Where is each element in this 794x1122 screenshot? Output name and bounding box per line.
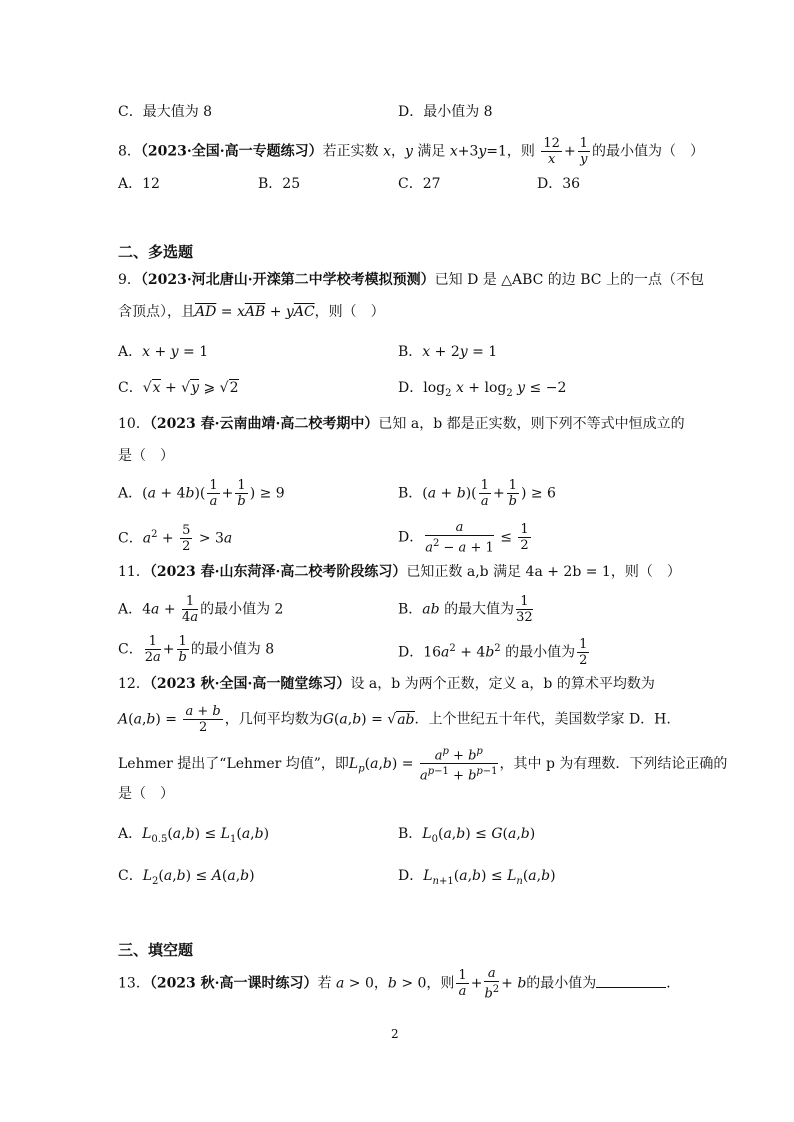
q12-option-a: A．$L_{0.5}(a,b) \le L_1(a,b)$ (118, 826, 270, 845)
q12-option-d: D．$L_{n+1}(a,b) \le L_n(a,b)$ (398, 868, 556, 887)
q7-option-d: D．最小值为 8 (398, 104, 493, 120)
q9-option-c: C．√x + √y ⩾ √2 (118, 380, 239, 396)
page-number: 2 (391, 1027, 399, 1041)
q8-stem: 8．（2023·全国·高一专题练习）若正实数 x，y 满足 x+3y=1，则 $\frac{12}{x}$ + $\frac{1}{y}$ 的最小值为（ ） (118, 136, 704, 167)
q8-option-c: C．27 (398, 176, 441, 192)
q11-option-c: C． $\frac{1}{2a}$ + $\frac{1}{b}$ 的最小值为 8 (118, 634, 275, 665)
q10-option-d: D． $\frac{a}{a^2 - a + 1}$ ≤ $\frac{1}{2}$ (398, 520, 529, 556)
q12-option-c: C．$L_2(a,b) \le A(a,b)$ (118, 868, 255, 887)
q12-stem-line4: 是（ ） (118, 786, 174, 802)
q8-option-a: A．12 (118, 176, 160, 192)
q9-option-d: D．$\log_2 x + \log_2 y \le -2$ (398, 380, 567, 399)
q7-option-c: C．最大值为 8 (118, 104, 213, 120)
q10-option-b: B．(a + b)( $\frac{1}{a}$ + $\frac{1}{b}$ ) ≥ 6 (398, 478, 556, 509)
section-fill-in-blank: 三、填空题 (118, 941, 194, 959)
q12-option-b: B．$L_0(a,b) \le G(a,b)$ (398, 826, 536, 845)
q11-option-d: D．$16a^2 + 4b^2$ 的最小值为 $\frac{1}{2}$ (398, 637, 588, 669)
q10-stem-line2: 是（ ） (118, 448, 174, 464)
q10-stem-line1: 10．（2023 春·云南曲靖·高二校考期中）已知 a，b 都是正实数，则下列不等式中恒成立的 (118, 416, 685, 432)
q9-option-b: B．x + 2y = 1 (398, 344, 498, 360)
q13-answer-blank[interactable] (596, 973, 666, 988)
q12-stem-line3: Lehmer 提出了“Lehmer 均值”，即$L_p(a,b)$ = $\frac{a^p + b^p}{a^{p-1} + b^{p-1}}$ ，其中 p 为有理数．下列结论正确的 (118, 746, 728, 784)
section-multiple-choice: 二、多选题 (118, 243, 194, 261)
q10-option-c: C．$a^2$ + $\frac{5}{2}$ > 3a (118, 523, 233, 555)
q11-stem: 11．（2023 春·山东菏泽·高二校考阶段练习）已知正数 a,b 满足 4a + 2b = 1，则（ ） (118, 564, 681, 580)
q12-stem-line1: 12．（2023 秋·全国·高一随堂练习）设 a，b 为两个正数，定义 a，b 的算术平均数为 (118, 676, 655, 692)
q13-stem: 13．（2023 秋·高一课时练习）若 a > 0，b > 0，则 $\frac{1}{a}$ + $\frac{a}{b^2}$ + b的最小值为 ． (118, 966, 681, 1002)
q11-option-a: A．4a + $\frac{1}{4a}$ 的最小值为 2 (118, 594, 284, 625)
q11-option-b: B．ab 的最大值为 $\frac{1}{32}$ (398, 594, 533, 625)
q8-option-d: D．36 (537, 176, 581, 192)
q9-option-a: A．x + y = 1 (118, 344, 209, 360)
q8-option-b: B．25 (258, 176, 301, 192)
q9-stem-line1: 9．（2023·河北唐山·开滦第二中学校考模拟预测）已知 D 是 △ABC 的边 BC 上的一点（不包 (118, 272, 704, 288)
q9-stem-line2: 含顶点），且$\overline{AD} = x\overline{AB} + y\overline{AC}$，则（ ） (118, 304, 385, 320)
q12-stem-line2: A(a,b) = $\frac{a + b}{2}$ ，几何平均数为G(a,b) = √ab．上个世纪五十年代，美国数学家 D．H. (118, 704, 671, 735)
q10-option-a: A．(a + 4b)( $\frac{1}{a}$ + $\frac{1}{b}$ ) ≥ 9 (118, 478, 285, 509)
